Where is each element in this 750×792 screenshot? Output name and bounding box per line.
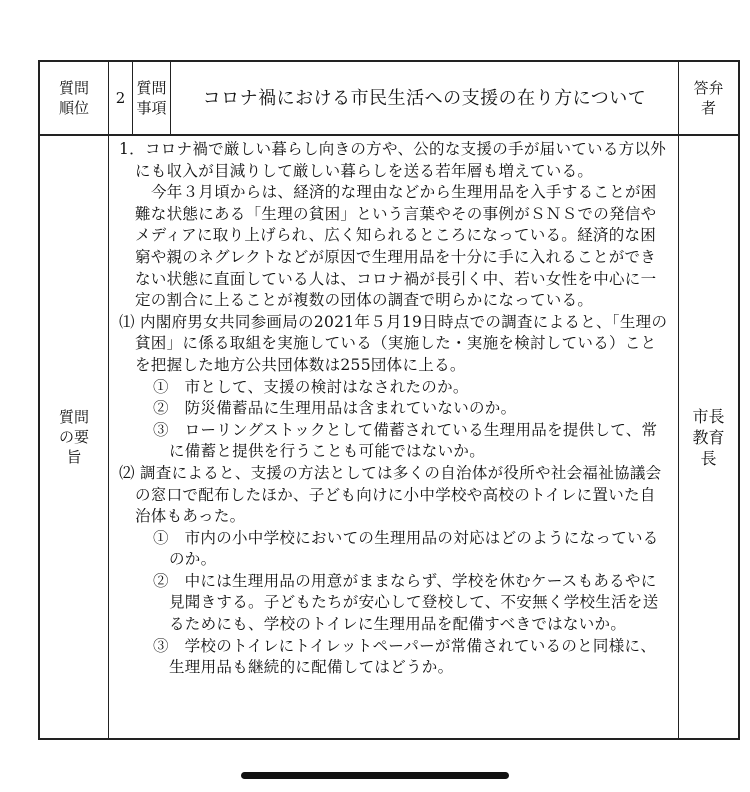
question-1-item-1: ① 市として、支援の検討はなされたのか。 [153,377,469,396]
item-label: 質問 事項 [136,79,167,117]
body-row [40,136,738,738]
home-indicator[interactable] [241,772,509,779]
rank-value: 2 [115,89,126,107]
question-2-item-3: ③ 学校のトイレにトイレットペーパーが常備されているのと同様に、生理用品も継続的に配備してはどうか。 [153,636,657,677]
paragraph-2: 今年３月頃からは、経済的な理由などから生理用品を入手することが困難な状態にある「生理の貧困」という言葉やその事例がＳＮＳでの発信やメディアに取り上げられ、広く知られるところになっている。経済的な困窮や親のネグレクトなどが原因で生理用品を十分に手に入れることができない状態に直面している人は、コロナ禍が長引く中、若い女性を中心に一定の割合に上ることが複数の団体の調査で明らかになっている。 [135,183,657,310]
answerer-label: 答弁 者 [693,79,724,117]
rank-label: 質問 順位 [58,79,89,117]
question-2-item-2: ② 中には生理用品の用意がままならず、学校を休むケースもあるやに見聞きする。子どもたちが安心して登校して、不安無く学校生活を送るためにも、学校のトイレに生理用品を配備すべきではないか。 [153,571,659,634]
item-label-cell [133,62,171,134]
header-row [40,62,738,136]
gist-label: 質問 の要 旨 [58,408,89,466]
question-2-intro: ⑵ 調査によると、支援の方法としては多くの自治体が役所や社会福祉協議会の窓口で配布したほか、子ども向けに小中学校や高校のトイレに置いた自治体もあった。 [119,463,662,526]
question-1-item-3: ③ ローリングストックとして備蓄されている生理用品を提供して、常に備蓄と提供を行うことも可能ではないか。 [153,420,658,461]
paragraph-1: 1．コロナ禍で厳しい暮らし向きの方や、公的な支援の手が届いている方以外にも収入が目減りして厳しい暮らしを送る若年層も増えている。 [119,140,667,180]
question-1-item-2: ② 防災備蓄品に生理用品は含まれていないのか。 [153,399,517,418]
gist-label-cell [40,136,109,738]
answerer: 市長 教育 長 [692,406,725,468]
answerer-cell [679,136,738,738]
answerer-label-cell [679,62,738,134]
question-table [38,60,740,740]
question-content [109,136,679,738]
question-title: コロナ禍における市民生活への支援の在り方について [202,87,647,109]
rank-label-cell [40,62,109,134]
rank-value-cell [109,62,133,134]
question-title-cell [171,62,679,134]
question-2-item-1: ① 市内の小中学校においての生理用品の対応はどのようになっているのか。 [153,528,659,569]
question-1-intro: ⑴ 内閣府男女共同参画局の2021年５月19日時点での調査によると、「生理の貧困」に係る取組を実施している（実施した・実施を検討している）ことを把握した地方公共団体数は255団体に上る。 [119,312,668,374]
